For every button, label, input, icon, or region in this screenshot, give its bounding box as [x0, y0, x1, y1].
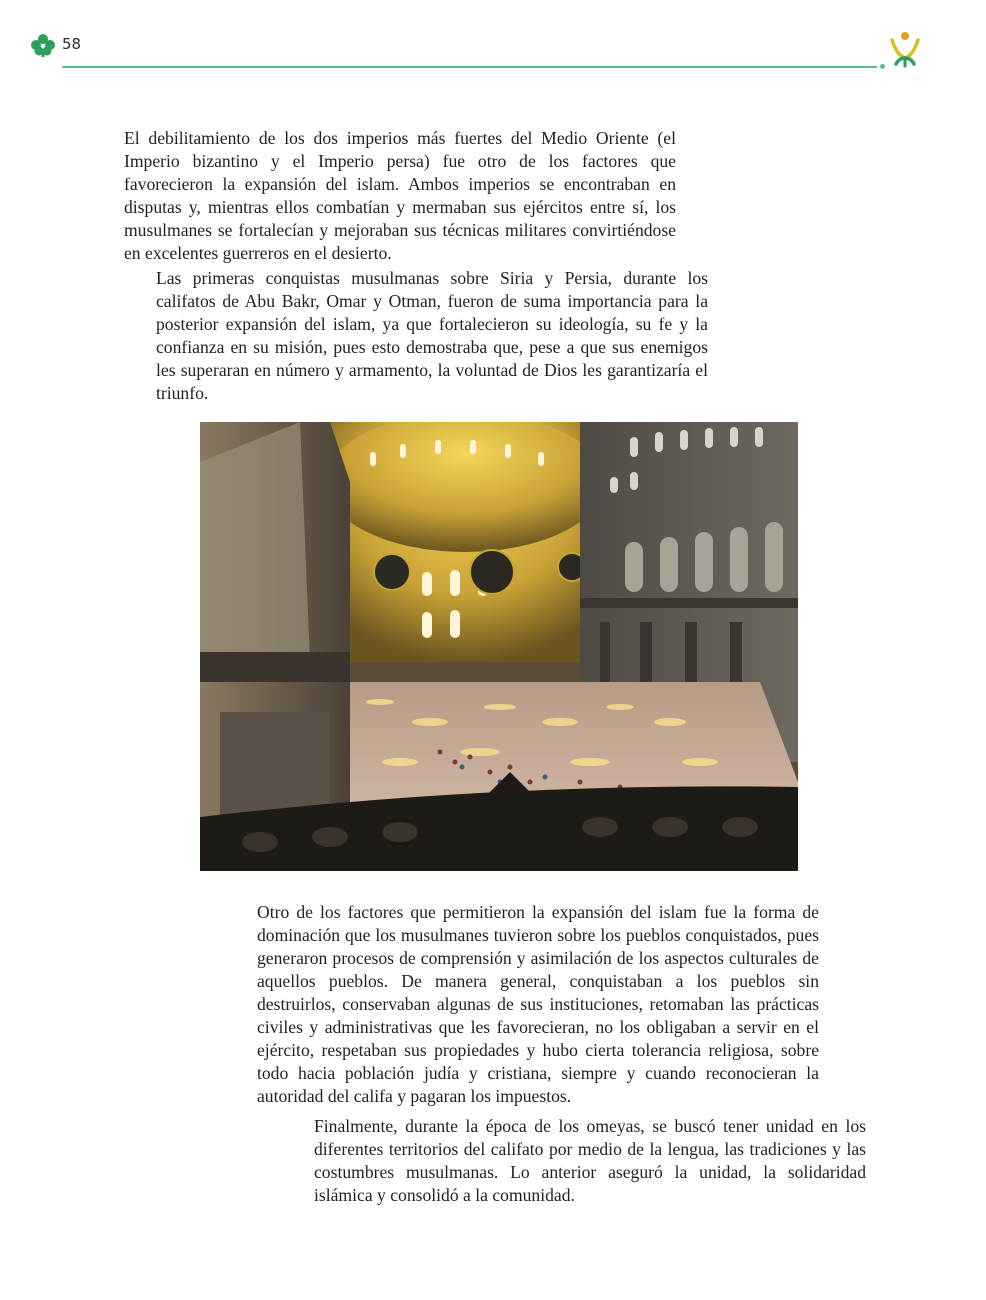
series-logo-icon	[886, 30, 924, 70]
paragraph-1: El debilitamiento de los dos imperios más fuertes del Medio Oriente (el Imperio bizantino y el Imperio persa) fue otro de los factores que favorecieron la expansión del islam. Ambos imperios se encontraban en disputas y, mientras ellos combatían y mermaban sus ejércitos entre sí, los musulmanes se fortalecían y mejoraban sus técnicas militares convirtiéndose en excelentes guerreros en el desierto.	[124, 128, 676, 263]
paragraph-4: Finalmente, durante la época de los omeyas, se buscó tener unidad en los diferentes territorios del califato por medio de la lengua, las tradiciones y las costumbres musulmanas. Lo anterior aseguró la unidad, la solidaridad islámica y consolidó a la comunidad.	[314, 1116, 866, 1205]
page-number: 58	[62, 35, 82, 53]
publisher-logo-icon	[30, 33, 56, 57]
paragraph-3: Otro de los factores que permitieron la expansión del islam fue la forma de dominación que los musulmanes tuvieron sobre los pueblos conquistados, pues generaron procesos de comprensión y asimilación de los aspectos culturales de aquellos pueblos. De manera general, conquistaban a los pueblos sin destruirlos, conservaban algunas de sus instituciones, retomaban las prácticas civiles y administrativas que les favorecieran, no los obligaban a servir en el ejército, respetaban sus propiedades y hubo cierta tolerancia religiosa, sobre todo hacia población judía y cristiana, siempre y cuando reconocieran la autoridad del califa y pagaran los impuestos.	[257, 902, 819, 1106]
mosque-interior-photo	[200, 422, 798, 871]
header-rule	[62, 66, 877, 68]
header-rule-dot	[880, 64, 885, 69]
paragraph-2: Las primeras conquistas musulmanas sobre Siria y Persia, durante los califatos de Abu Bakr, Omar y Otman, fueron de suma importancia para la posterior expansión del islam, ya que fortalecieron su ideología, su fe y la confianza en su misión, pues esto demostraba que, pese a que sus enemigos les superaran en número y armamento, la voluntad de Dios les garantizaría el triunfo.	[156, 268, 708, 403]
